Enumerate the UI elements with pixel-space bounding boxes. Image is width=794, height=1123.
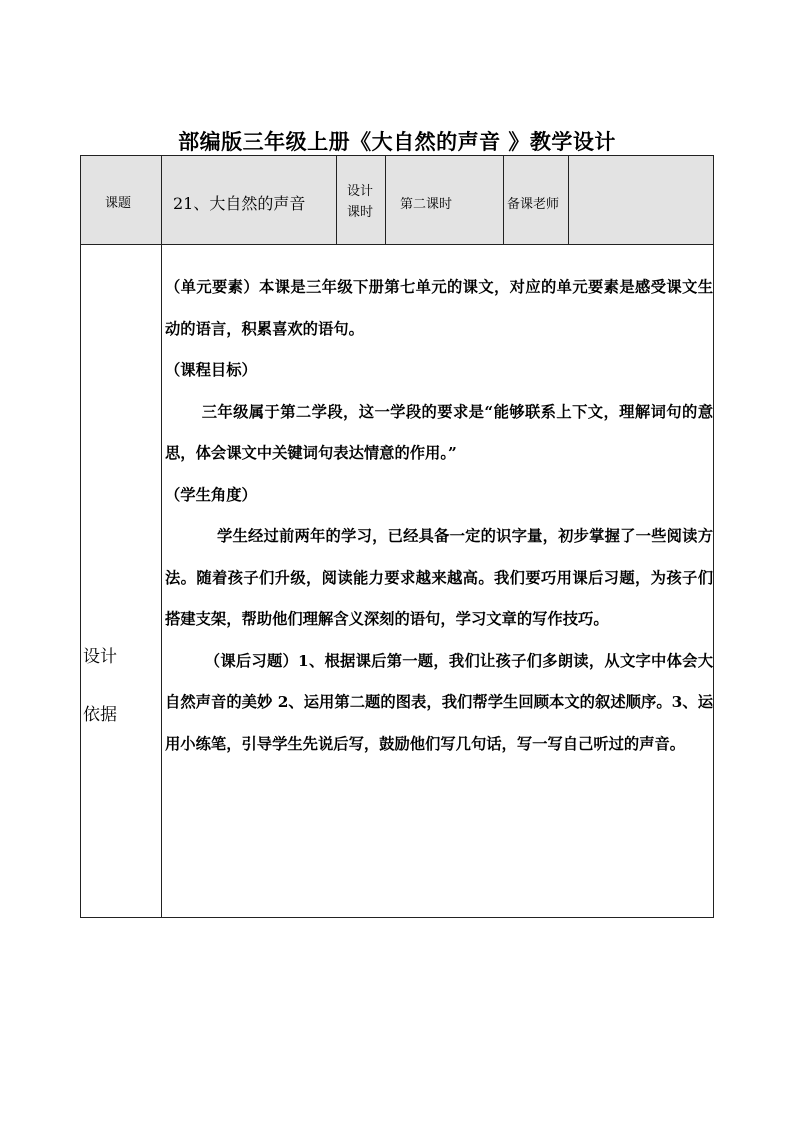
- document-title: 部编版三年级上册《大自然的声音 》教学设计: [178, 129, 616, 154]
- course-goal-heading: （课程目标）: [165, 361, 257, 379]
- design-time-line1: 设计: [347, 184, 374, 199]
- design-time-line2: 课时: [347, 205, 374, 220]
- teacher-value-cell: [568, 155, 714, 244]
- teacher-label: 备课老师: [507, 197, 560, 212]
- design-time-label: [347, 181, 373, 223]
- student-view-paragraph: 学生经过前两年的学习，已经具备一定的识字量，初步掌握了一些阅读方法。随着孩子们升级，阅读能力要求越来越高。我们要巧用课后习题，为孩子们搭建支架，帮助他们理解含义深刻的语句，学习文章的写作技巧。: [165, 527, 713, 628]
- exercise-paragraph: （课后习题）1、根据课后第一题，我们让孩子们多朗读，从文字中体会大自然声音的美妙 2、运用第二题的图表，我们帮学生回顾本文的叙述顺序。3、运用小练笔，引导学生先说后写，鼓励他们写几句话，写一写自己听过的声音。: [165, 651, 713, 753]
- course-title: 21、大自然的声音: [173, 194, 306, 213]
- lesson-time-value: 第二课时: [400, 197, 453, 212]
- unit-elements-paragraph: （单元要素）本课是三年级下册第七单元的课文，对应的单元要素是感受课文生动的语言，积累喜欢的语句。: [165, 278, 713, 338]
- course-label: 课题: [105, 196, 132, 211]
- course-label-cell: [80, 155, 161, 244]
- course-title-cell: [161, 155, 336, 244]
- lesson-plan-table: [80, 155, 714, 918]
- basis-label-line2: 依据: [83, 705, 117, 725]
- course-goal-paragraph: 三年级属于第二学段，这一学段的要求是“能够联系上下文，理解词句的意思，体会课文中关键词句表达情意的作用。”: [165, 402, 713, 462]
- basis-label-line1: 设计: [83, 647, 117, 667]
- basis-content: [165, 267, 713, 765]
- lesson-time-cell: [385, 155, 503, 244]
- basis-label-cell: [80, 244, 161, 918]
- design-time-cell: [336, 155, 385, 244]
- basis-label: [83, 628, 117, 744]
- teacher-label-cell: [503, 155, 568, 244]
- student-view-heading: （学生角度）: [165, 485, 257, 504]
- basis-content-cell: [161, 244, 714, 918]
